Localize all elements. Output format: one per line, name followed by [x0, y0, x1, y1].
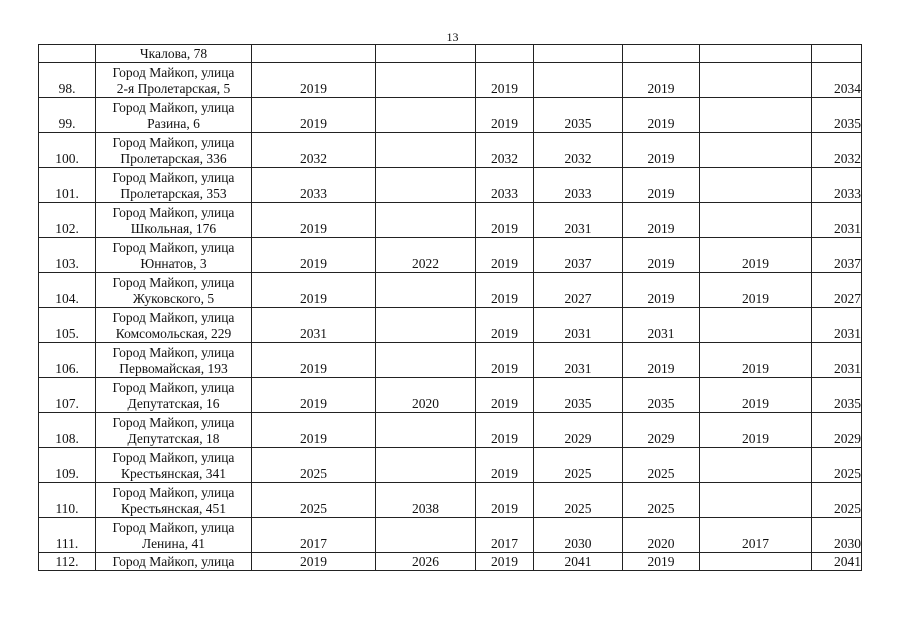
- address-line-street-prefix: Город Майкоп, улица: [112, 345, 235, 360]
- year-cell: 2031: [534, 343, 623, 378]
- year-cell: 2031: [623, 308, 700, 343]
- row-number-cell: 110.: [39, 483, 96, 518]
- year-cell: [700, 133, 812, 168]
- year-cell: 2035: [623, 378, 700, 413]
- year-cell: 2031: [812, 308, 862, 343]
- address-line-street: Комсомольская, 229: [115, 326, 232, 341]
- address-line-street: Крестьянская, 341: [120, 466, 227, 481]
- year-cell: 2038: [376, 483, 476, 518]
- year-cell: [376, 448, 476, 483]
- year-cell: 2017: [252, 518, 376, 553]
- address-cell: [96, 273, 252, 308]
- address-line-street-prefix: Город Майкоп, улица: [112, 554, 235, 569]
- year-cell: 2030: [812, 518, 862, 553]
- year-cell: 2027: [812, 273, 862, 308]
- table-row: [39, 168, 862, 203]
- table-row: [39, 308, 862, 343]
- year-cell: 2026: [376, 553, 476, 571]
- row-number-cell: 98.: [39, 63, 96, 98]
- table-row: [39, 98, 862, 133]
- row-number-cell: 103.: [39, 238, 96, 273]
- year-cell: 2033: [534, 168, 623, 203]
- value-cell: [812, 45, 862, 63]
- year-cell: [700, 553, 812, 571]
- year-cell: 2019: [623, 63, 700, 98]
- address-cell: [96, 343, 252, 378]
- row-number-cell: 106.: [39, 343, 96, 378]
- value-cell: [623, 45, 700, 63]
- year-cell: 2019: [252, 98, 376, 133]
- address-cell: [96, 63, 252, 98]
- address-line-street-prefix: Город Майкоп, улица: [112, 520, 235, 535]
- year-cell: [376, 98, 476, 133]
- row-number-cell: 107.: [39, 378, 96, 413]
- address-line-street: 2-я Пролетарская, 5: [116, 81, 231, 96]
- registry-table: [38, 44, 862, 571]
- year-cell: 2032: [252, 133, 376, 168]
- row-number-cell: 111.: [39, 518, 96, 553]
- year-cell: [376, 203, 476, 238]
- year-cell: 2031: [534, 203, 623, 238]
- value-cell: [534, 45, 623, 63]
- row-number-cell: 112.: [39, 553, 96, 571]
- year-cell: 2029: [812, 413, 862, 448]
- value-cell: [252, 45, 376, 63]
- row-number-cell: 99.: [39, 98, 96, 133]
- year-cell: 2020: [376, 378, 476, 413]
- address-line-street: Депутатская, 16: [127, 396, 220, 411]
- address-line-street-prefix: Город Майкоп, улица: [112, 450, 235, 465]
- year-cell: 2019: [476, 238, 534, 273]
- table-row: [39, 238, 862, 273]
- year-cell: 2019: [700, 343, 812, 378]
- year-cell: [376, 308, 476, 343]
- year-cell: [700, 483, 812, 518]
- year-cell: 2019: [476, 308, 534, 343]
- year-cell: 2031: [812, 343, 862, 378]
- year-cell: [376, 168, 476, 203]
- address-cell: [96, 308, 252, 343]
- address-cell: [96, 45, 252, 63]
- address-line-street-prefix: Город Майкоп, улица: [112, 485, 235, 500]
- year-cell: 2019: [623, 343, 700, 378]
- address-cell: [96, 553, 252, 571]
- year-cell: 2031: [812, 203, 862, 238]
- year-cell: 2025: [534, 448, 623, 483]
- year-cell: 2017: [476, 518, 534, 553]
- year-cell: [700, 203, 812, 238]
- table-row: [39, 483, 862, 518]
- year-cell: 2033: [476, 168, 534, 203]
- year-cell: [534, 63, 623, 98]
- year-cell: 2019: [700, 273, 812, 308]
- year-cell: 2017: [700, 518, 812, 553]
- address-cell: [96, 413, 252, 448]
- year-cell: 2025: [623, 483, 700, 518]
- row-number-cell: 102.: [39, 203, 96, 238]
- year-cell: 2025: [812, 483, 862, 518]
- address-cell: [96, 448, 252, 483]
- year-cell: 2019: [623, 168, 700, 203]
- year-cell: 2025: [534, 483, 623, 518]
- year-cell: 2032: [534, 133, 623, 168]
- table-body: [39, 45, 862, 571]
- year-cell: [376, 63, 476, 98]
- year-cell: 2019: [476, 98, 534, 133]
- year-cell: 2025: [623, 448, 700, 483]
- table-row: [39, 378, 862, 413]
- row-number-cell: 104.: [39, 273, 96, 308]
- year-cell: 2033: [812, 168, 862, 203]
- address-line-street-prefix: Город Майкоп, улица: [112, 205, 235, 220]
- year-cell: 2041: [534, 553, 623, 571]
- year-cell: 2020: [623, 518, 700, 553]
- table-row-continued: [39, 45, 862, 63]
- address-line-street: Первомайская, 193: [119, 361, 228, 376]
- year-cell: 2019: [476, 343, 534, 378]
- year-cell: 2037: [534, 238, 623, 273]
- year-cell: 2019: [700, 378, 812, 413]
- address-line-street-prefix: Город Майкоп, улица: [112, 310, 235, 325]
- address-line-street: Депутатская, 18: [127, 431, 220, 446]
- year-cell: 2025: [812, 448, 862, 483]
- year-cell: 2019: [700, 238, 812, 273]
- year-cell: 2019: [252, 413, 376, 448]
- year-cell: 2019: [252, 238, 376, 273]
- year-cell: 2019: [476, 483, 534, 518]
- row-number-cell: 101.: [39, 168, 96, 203]
- value-cell: [476, 45, 534, 63]
- year-cell: 2027: [534, 273, 623, 308]
- year-cell: 2022: [376, 238, 476, 273]
- year-cell: 2019: [623, 98, 700, 133]
- table-row: [39, 273, 862, 308]
- address-cell: [96, 378, 252, 413]
- address-cell: [96, 203, 252, 238]
- value-cell: [376, 45, 476, 63]
- year-cell: [700, 448, 812, 483]
- address-line-street: Разина, 6: [147, 116, 200, 131]
- year-cell: [376, 413, 476, 448]
- table-row: [39, 518, 862, 553]
- year-cell: 2019: [476, 203, 534, 238]
- year-cell: 2035: [812, 378, 862, 413]
- year-cell: 2041: [812, 553, 862, 571]
- year-cell: [376, 518, 476, 553]
- year-cell: 2034: [812, 63, 862, 98]
- year-cell: 2019: [476, 273, 534, 308]
- table-row: [39, 203, 862, 238]
- year-cell: 2019: [476, 448, 534, 483]
- year-cell: 2032: [812, 133, 862, 168]
- address-line-street-prefix: Город Майкоп, улица: [112, 170, 235, 185]
- year-cell: [700, 168, 812, 203]
- year-cell: 2019: [252, 63, 376, 98]
- table-row: [39, 413, 862, 448]
- row-number-cell: 108.: [39, 413, 96, 448]
- year-cell: [376, 133, 476, 168]
- year-cell: 2031: [534, 308, 623, 343]
- address-line-street-prefix: Город Майкоп, улица: [112, 415, 235, 430]
- address-cell: [96, 483, 252, 518]
- year-cell: 2019: [623, 203, 700, 238]
- year-cell: 2019: [623, 273, 700, 308]
- year-cell: 2030: [534, 518, 623, 553]
- address-line-street-prefix: Город Майкоп, улица: [112, 380, 235, 395]
- address-line-street: Пролетарская, 353: [120, 186, 227, 201]
- year-cell: 2037: [812, 238, 862, 273]
- table-row: [39, 448, 862, 483]
- year-cell: [700, 63, 812, 98]
- year-cell: 2019: [700, 413, 812, 448]
- table-row: [39, 63, 862, 98]
- year-cell: 2029: [623, 413, 700, 448]
- year-cell: 2029: [534, 413, 623, 448]
- row-number-cell: 100.: [39, 133, 96, 168]
- year-cell: 2019: [476, 553, 534, 571]
- page-number: 13: [446, 30, 459, 44]
- year-cell: 2019: [476, 413, 534, 448]
- year-cell: [376, 273, 476, 308]
- address-line-street: Жуковского, 5: [132, 291, 215, 306]
- address-line-street-prefix: Город Майкоп, улица: [112, 275, 235, 290]
- address-cell: [96, 133, 252, 168]
- address-line-street: Ленина, 41: [142, 536, 205, 551]
- address-cell: [96, 98, 252, 133]
- address-line-street: Пролетарская, 336: [120, 151, 227, 166]
- value-cell: [700, 45, 812, 63]
- row-number-cell: 109.: [39, 448, 96, 483]
- year-cell: 2025: [252, 448, 376, 483]
- address-line-street: Школьная, 176: [130, 221, 217, 236]
- table-row: [39, 133, 862, 168]
- year-cell: 2019: [476, 63, 534, 98]
- address-cell: [96, 168, 252, 203]
- year-cell: 2031: [252, 308, 376, 343]
- year-cell: 2019: [252, 203, 376, 238]
- address-line-street-prefix: Город Майкоп, улица: [112, 240, 235, 255]
- year-cell: 2019: [623, 553, 700, 571]
- year-cell: [700, 308, 812, 343]
- year-cell: 2032: [476, 133, 534, 168]
- address-line: Чкалова, 78: [139, 46, 208, 61]
- address-line-street-prefix: Город Майкоп, улица: [112, 65, 235, 80]
- year-cell: 2019: [623, 238, 700, 273]
- year-cell: 2019: [252, 378, 376, 413]
- year-cell: 2019: [252, 343, 376, 378]
- year-cell: [700, 98, 812, 133]
- address-line-street-prefix: Город Майкоп, улица: [112, 135, 235, 150]
- year-cell: 2035: [534, 378, 623, 413]
- year-cell: 2025: [252, 483, 376, 518]
- address-line-street: Крестьянская, 451: [120, 501, 227, 516]
- year-cell: 2035: [534, 98, 623, 133]
- address-line-street: Юннатов, 3: [140, 256, 207, 271]
- year-cell: 2033: [252, 168, 376, 203]
- year-cell: 2019: [252, 553, 376, 571]
- address-line-street-prefix: Город Майкоп, улица: [112, 100, 235, 115]
- address-cell: [96, 518, 252, 553]
- year-cell: 2019: [252, 273, 376, 308]
- address-cell: [96, 238, 252, 273]
- year-cell: 2019: [623, 133, 700, 168]
- row-number-cell: 105.: [39, 308, 96, 343]
- row-number-cell: [39, 45, 96, 63]
- year-cell: 2019: [476, 378, 534, 413]
- year-cell: 2035: [812, 98, 862, 133]
- table-row: [39, 343, 862, 378]
- table-row: [39, 553, 862, 571]
- year-cell: [376, 343, 476, 378]
